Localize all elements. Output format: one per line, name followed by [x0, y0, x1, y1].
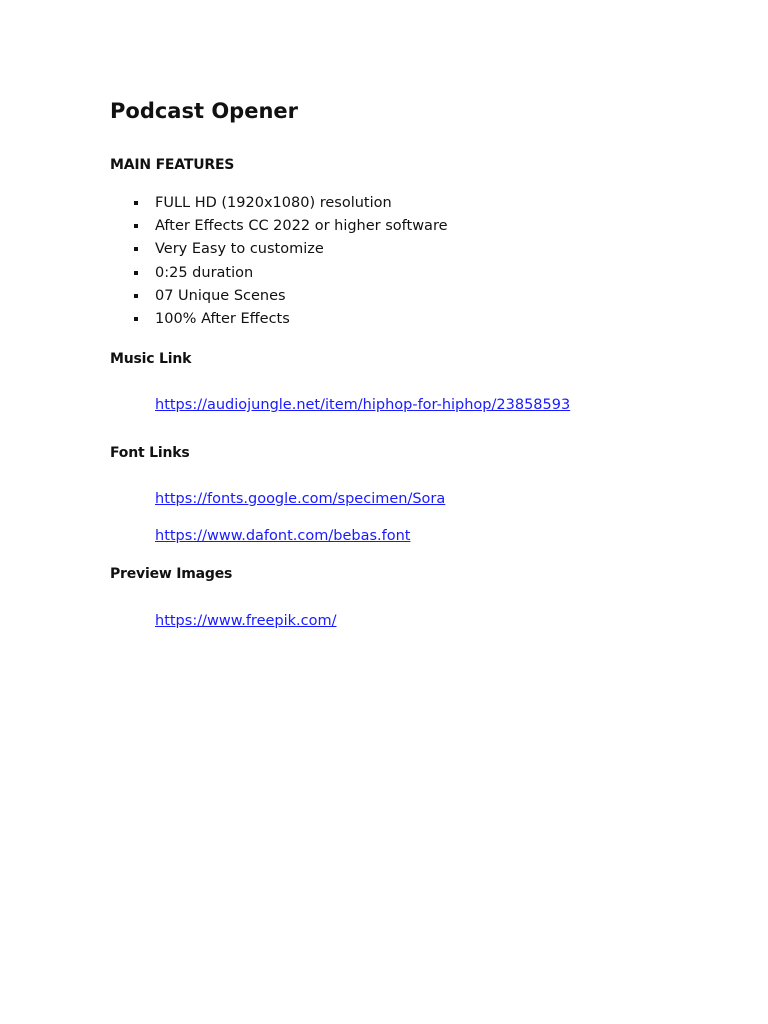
feature-text: 100% After Effects [155, 310, 290, 327]
font-link-bebas[interactable]: https://www.dafont.com/bebas.font [155, 528, 411, 544]
list-item [110, 238, 448, 261]
font-link-sora[interactable]: https://fonts.google.com/specimen/Sora [155, 491, 446, 507]
music-link[interactable]: https://audiojungle.net/item/hiphop-for-hiphop/23858593 [155, 397, 571, 413]
preview-images-heading: Preview Images [110, 566, 233, 582]
list-item [110, 215, 448, 238]
list-item [110, 285, 448, 308]
feature-text: FULL HD (1920x1080) resolution [155, 195, 392, 211]
music-link-heading: Music Link [110, 351, 192, 367]
feature-text: 0:25 duration [155, 264, 254, 281]
main-features-heading: MAIN FEATURES [110, 157, 235, 173]
bullet-icon [134, 201, 138, 205]
list-item [110, 192, 448, 215]
feature-text: 07 Unique Scenes [155, 287, 286, 304]
bullet-icon [134, 317, 138, 321]
list-item [110, 308, 448, 331]
feature-text: After Effects CC 2022 or higher software [155, 218, 448, 235]
features-list [110, 192, 448, 331]
bullet-icon [134, 271, 138, 275]
font-links-heading: Font Links [110, 445, 190, 461]
bullet-icon [134, 224, 138, 228]
feature-text: Very Easy to customize [155, 241, 324, 258]
preview-images-link[interactable]: https://www.freepik.com/ [155, 613, 337, 629]
bullet-icon [134, 294, 138, 298]
bullet-icon [134, 247, 138, 251]
page-title: Podcast Opener [110, 99, 298, 123]
list-item [110, 262, 448, 285]
